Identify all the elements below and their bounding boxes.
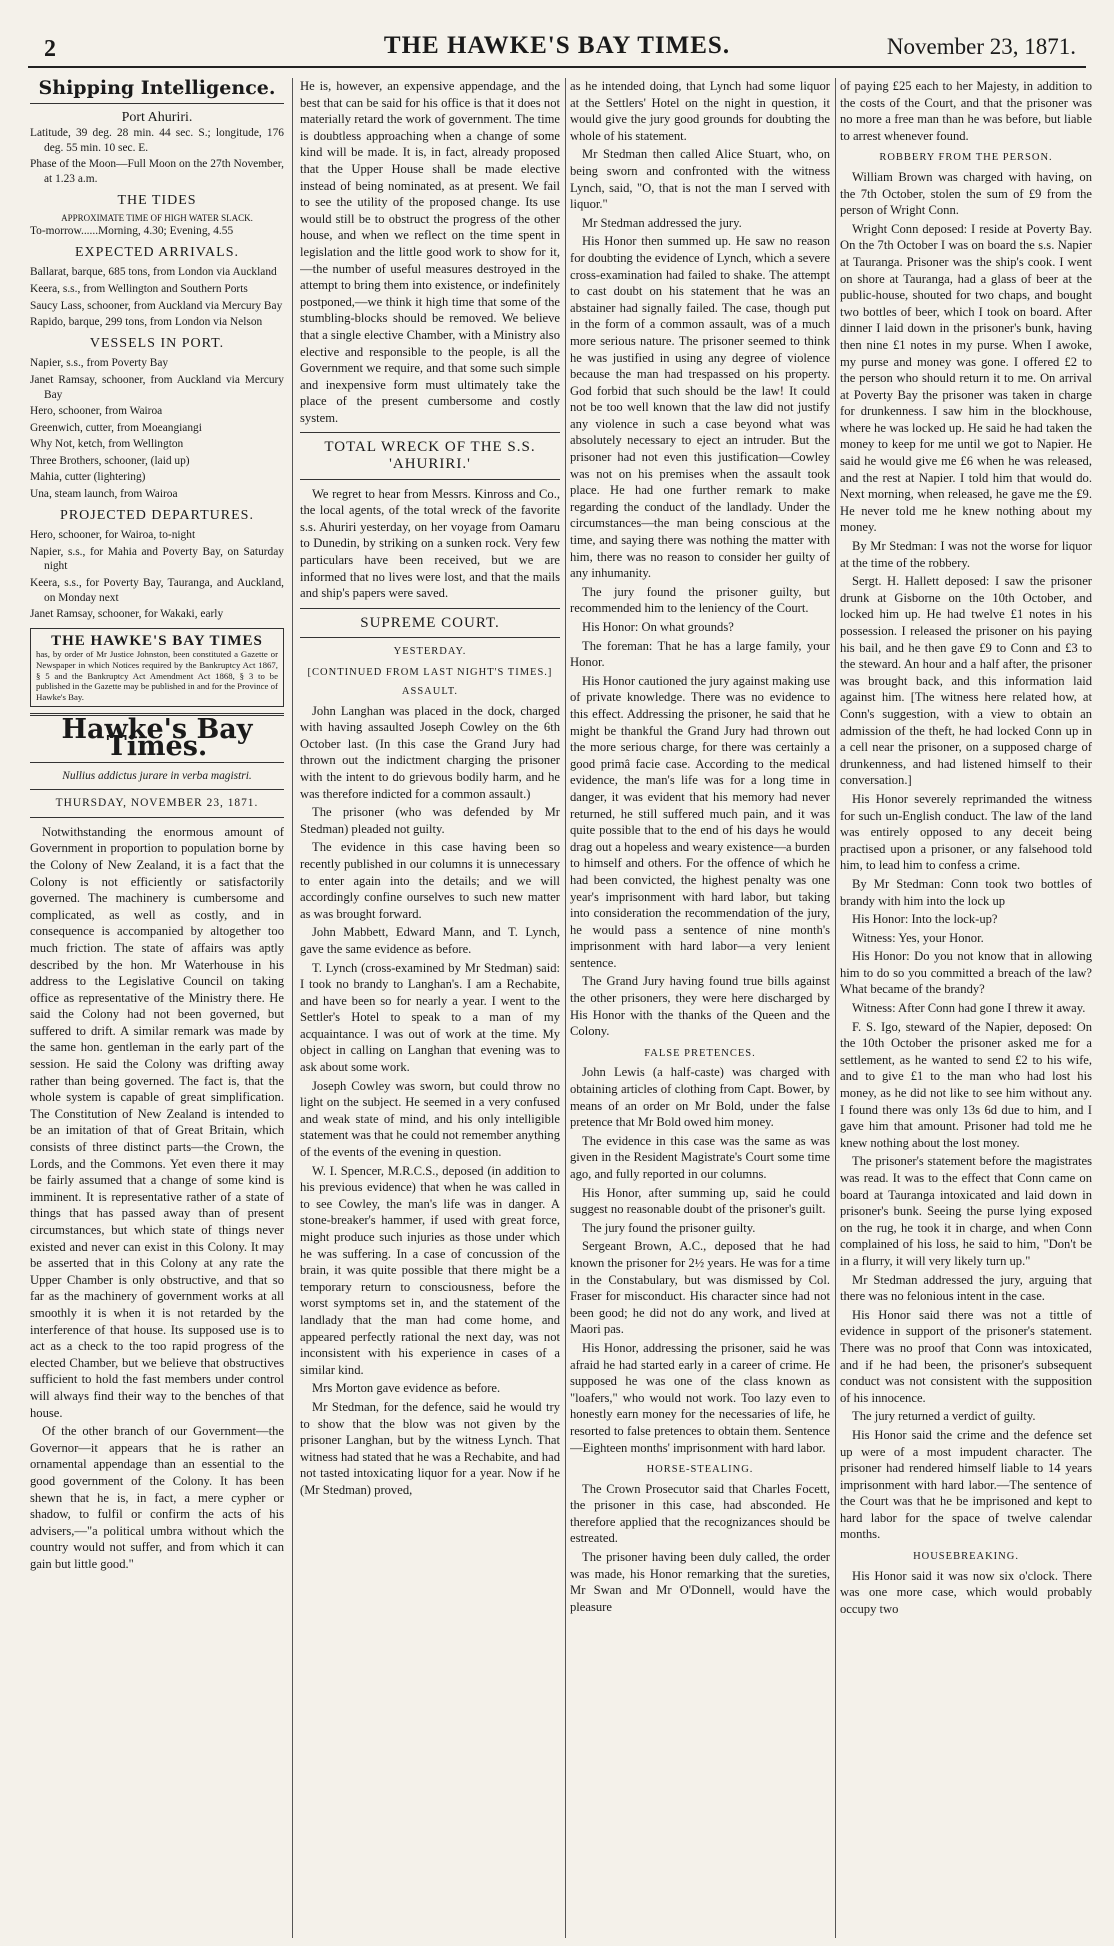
- article-paragraph: Mr Stedman addressed the jury.: [582, 215, 742, 230]
- yesterday-heading: YESTERDAY.: [393, 646, 467, 658]
- court-heading: SUPREME COURT.: [360, 614, 500, 631]
- list-item: Una, steam launch, from Wairoa: [30, 488, 178, 501]
- motto: Nullius addictus jurare in verba magistri.: [62, 769, 252, 782]
- latitude-text: Latitude, 39 deg. 28 min. 44 sec. S.; longitude, 176 deg. 55 min. 10 sec. E.: [30, 127, 284, 154]
- article-paragraph: His Honor said it was now six o'clock. There was one more case, which would probably occupy two: [840, 1568, 1092, 1616]
- article-paragraph: of paying £25 each to her Majesty, in addition to the costs of the Court, and that the prisoner was no more a free man than he was before, but liable to arrest whenever found.: [840, 79, 1092, 143]
- list-item: Janet Ramsay, schooner, from Auckland via Mercury Bay: [30, 373, 284, 401]
- article-paragraph: F. S. Igo, steward of the Napier, deposed: On the 10th October the prisoner asked me for a settlement, as he wanted to send £2 to his wife, and to give £1 to the man who had lost his money, as he did not like to see him without any. I found there was only 13s 6d due to him, and I gave him that amount. Prisoner had told me he knew nothing about the lost money.: [840, 1019, 1092, 1150]
- article-paragraph: Mr Stedman addressed the jury, arguing that there was no felonious intent in the case.: [840, 1272, 1092, 1304]
- article-paragraph: The evidence in this case having been so recently published in our columns it is unnecessary to enter again into the details; and we will accordingly confine ourselves to such new matter as was brought forward.: [300, 840, 560, 921]
- list-item: Keera, s.s., from Wellington and Southern Ports: [30, 282, 248, 295]
- gazette-notice-body: has, by order of Mr Justice Johnston, been constituted a Gazette or Newspaper in which Notices required by the Bankruptcy Act 1867, § 5 and the Bankruptcy Act Amendment Act 1868, § 3 to be published in the Gazette may be published in and for the Province of Hawke's Bay.: [36, 649, 278, 702]
- housebreaking-heading: HOUSEBREAKING.: [913, 1551, 1019, 1563]
- list-item: Janet Ramsay, schooner, for Wakaki, early: [30, 608, 224, 621]
- article-paragraph: Mrs Morton gave evidence as before.: [312, 1381, 501, 1396]
- article-paragraph: Mr Stedman, for the defence, said he would try to show that the blow was not given by the prisoner Langhan, but by the witness Lynch. That witness had stated that he was a Rechabite, and had not tasted intoxicating liquor for a year. Now if he (Mr Stedman) proved,: [300, 1399, 560, 1497]
- issue-date: November 23, 1871.: [886, 34, 1076, 59]
- list-item: Mahia, cutter (lightering): [30, 471, 146, 484]
- article-paragraph: His Honor: Do you not know that in allowing him to do so you committed a breach of the law? What became of the brandy?: [840, 949, 1092, 997]
- article-paragraph: We regret to hear from Messrs. Kinross and Co., the local agents, of the total wreck of the favorite s.s. Ahuriri yesterday, on her voyage from Oamaru to Dunedin, by striking on a sunken rock. Very few particulars have been received, but we are informed that no lives were lost, and that the mails and ship's papers were saved.: [300, 486, 560, 601]
- column-3: [570, 78, 830, 1938]
- expected-heading: EXPECTED ARRIVALS.: [75, 244, 239, 260]
- article-paragraph: His Honor severely reprimanded the witness for such un-English conduct. The law of the land was entirely opposed to any deceit being practised upon a prisoner, or any falsehood told him, to lead him to confess a crime.: [840, 791, 1092, 873]
- article-paragraph: His Honor said there was not a tittle of evidence in support of the prisoner's statement. There was no proof that Conn was intoxicated, and if he had been, the prisoner's subsequent conduct was not consistent with the supposition of his innocence.: [840, 1307, 1092, 1405]
- column-rule: [292, 78, 293, 1938]
- article-paragraph: The jury found the prisoner guilty.: [582, 1220, 756, 1235]
- article-paragraph: The jury found the prisoner guilty, but recommended him to the leniency of the Court.: [570, 584, 830, 616]
- article-paragraph: His Honor, addressing the prisoner, said he was afraid he had started early in a career of crime. He supposed he was one of the class known as "loafers," who would not work. Too lazy even to honestly earn money for the necessaries of life, he resorted to false pretences to obtain them. Sentence—Eighteen months' imprisonment with hard labor.: [570, 1340, 830, 1455]
- article-paragraph: The foreman: That he has a large family, your Honor.: [570, 638, 830, 670]
- tides-subheading: APPROXIMATE TIME OF HIGH WATER SLACK.: [61, 213, 253, 224]
- article-paragraph: Wright Conn deposed: I reside at Poverty Bay. On the 7th October I was on board the s.s. Napier at Tauranga. Prisoner was the ship's cook. I went on shore at Tauranga, had a glass of beer at the public-house, shouted for two chaps, and bought two bottles of beer, which I took on board. After dinner I laid down in the prisoner's bunk, having then nine £1 notes in my purse. When I awoke, my purse and money was gone. I offered £2 to the person who should return it to me. On arrival at Poverty Bay the prisoner was taken in charge for drunkenness. I saw him in the blockhouse, where he was locked up. He said he had taken the money to keep for me until we got to Napier. He said he would give me £6 when he was released, and the rest at Napier. I told him that would do. Next morning, when released, he gave me the £9. He never told me he knew nothing about my money.: [840, 221, 1092, 535]
- page-number: 2: [44, 36, 56, 62]
- column-rule: [835, 78, 836, 1938]
- editorial-paragraph: Of the other branch of our Government—the Governor—it appears that he is rather an ornamental appendage than an essential to the good government of the Colony. It has been shewn that he is, in fact, a mere cypher or shadow, to fulfil or confirm the acts of his advisers,—"a political umbra without which the country would not suffer, and from which it can gain but little good.": [30, 1424, 284, 1571]
- article-paragraph: W. I. Spencer, M.R.C.S., deposed (in addition to his previous evidence) that when he was called in to see Cowley, the man's life was in danger. A stone-breaker's hammer, if used with great force, might produce such injuries as those under which he was suffering. In a case of concussion of the brain, it was quite possible that there might be a temporary return to consciousness, before the worst symptoms set in, and the statement of the landlady that the man had come home, and appeared perfectly rational the next day, was not inconsistent with his experience in cases of a similar kind.: [300, 1163, 560, 1377]
- article-paragraph: Witness: After Conn had gone I threw it away.: [852, 1001, 1086, 1016]
- list-item: Napier, s.s., from Poverty Bay: [30, 357, 169, 370]
- shipping-heading: Shipping Intelligence.: [38, 78, 276, 99]
- editorial-paragraph: He is, however, an expensive appendage, and the best that can be said for his office is that it does not materially retard the work of government. The time is doubtless approaching when a change of some kind will be made. It is, in fact, already proposed that the Upper House shall be made elective instead of being nominated, as at present. We fail to see the utility of the proposed change. Its use would still be to obstruct the progress of the other house, and when we reflect on the time spent in legislation and the little good work to show for it,—the number of useful measures destroyed in the attempt to bring them into existence, or indefinitely postponed,—we think it high time that some of the stumbling-blocks should be removed. We believe that a single elective Chamber, with a Ministry also elective and responsible to the people, is all the Government we require, and that some such simple and inexpensive form must ultimately take the place of the present cumbersome and costly system.: [300, 79, 560, 425]
- column-1: [30, 78, 284, 1938]
- article-paragraph: His Honor: On what grounds?: [582, 620, 734, 634]
- article-paragraph: as he intended doing, that Lynch had some liquor at the Settlers' Hotel on the night in question, it would give the jury good grounds for doubting the whole of his statement.: [570, 79, 830, 143]
- gazette-notice-title: THE HAWKE'S BAY TIMES: [51, 632, 263, 649]
- newspaper-title: THE HAWKE'S BAY TIMES.: [383, 32, 731, 59]
- list-item: Ballarat, barque, 685 tons, from London via Auckland: [30, 266, 277, 279]
- list-item: Hero, schooner, for Wairoa, to-night: [30, 529, 196, 542]
- article-paragraph: Sergeant Brown, A.C., deposed that he had known the prisoner for 2½ years. He was for a time in the Constabulary, but was dismissed by Col. Fraser for misconduct. His character since had not been good; he did not do any work, and lived at Maori pas.: [570, 1239, 830, 1337]
- article-paragraph: The prisoner having been duly called, the order was made, his Honor remarking that the sureties, Mr Swan and Mr O'Donnell, would have the pleasure: [570, 1550, 830, 1614]
- paper-name: Hawke's Bay Times.: [61, 714, 253, 762]
- wreck-heading: TOTAL WRECK OF THE S.S. 'AHURIRI.': [324, 439, 536, 473]
- moon-phase: Phase of the Moon—Full Moon on the 27th November, at 1.23 a.m.: [30, 158, 284, 185]
- article-paragraph: John Langhan was placed in the dock, charged with having assaulted Joseph Cowley on the 6th October last. (In this case the Grand Jury had thrown out the indictment charging the prisoner with the intent to do grievous bodily harm, and he was therefore indicted for a common assault.): [300, 703, 560, 801]
- article-paragraph: The Grand Jury having found true bills against the other prisoners, they were here discharged by His Honor with the thanks of the Queen and the Colony.: [570, 974, 830, 1039]
- list-item: Napier, s.s., for Mahia and Poverty Bay, on Saturday night: [30, 545, 284, 573]
- article-paragraph: By Mr Stedman: I was not the worse for liquor at the time of the robbery.: [840, 539, 1092, 570]
- article-paragraph: His Honor, after summing up, said he could suggest no reasonable doubt of the prisoner's guilt.: [570, 1185, 830, 1217]
- departures-heading: PROJECTED DEPARTURES.: [60, 507, 254, 523]
- article-paragraph: Witness: Yes, your Honor.: [852, 930, 984, 945]
- article-paragraph: His Honor said the crime and the defence set up were of a most impudent character. The prisoner had rendered himself liable to 14 years imprisonment with hard labor.—The sentence of the Court was that he be imprisoned and kept to hard labor for the space of twelve calendar months.: [840, 1427, 1092, 1542]
- article-paragraph: Sergt. H. Hallett deposed: I saw the prisoner drunk at Gisborne on the 10th October, and locked him up. He had twelve £1 notes in his possession. I released the prisoner on his paying his bail, and he then gave £9 to Conn and £3 to the steward. An hour and a half after, the prisoner was brought back, and this information laid against him. [The witness here related how, at Conn's suggestion, with a view to obtain an admission of the theft, he had locked Conn up in a cell near the prisoner, on a supposed charge of drunkenness, and had listened himself to their conversation.]: [840, 574, 1092, 788]
- list-item: Three Brothers, schooner, (laid up): [30, 454, 190, 467]
- masthead: [28, 30, 1086, 68]
- list-item: Saucy Lass, schooner, from Auckland via Mercury Bay: [30, 299, 283, 312]
- editorial-paragraph: Notwithstanding the enormous amount of Government in proportion to population borne by the Colony of New Zealand, it is a fact that the Colony is not efficiently or satisfactorily governed. The machinery is cumbersome and complicated, as well as costly, and in consequence is accompanied by altogether too much friction. The state of affairs was aptly described by the hon. Mr Waterhouse in his address to the Legislative Council on taking office as representative of the Ministry there. He said the Colony had not been governed, but suffered to drift. A similar remark was made by the same hon. gentleman in the early part of the session. He said the Colony was drifting away rather than being governed. The fact is, that the whole system is capable of great simplification. The Constitution of New Zealand is intended to be an imitation of that of Great Britain, which consists of three distinct parts—the Crown, the Lords, and the Commons. Yet even there it may be fairly assumed that a change of some kind is imminent. It is representative rather of a state of things that has passed away than of present circumstances, but which state of things never existed and never can exist in this Colony. It may be asserted that in this Colony at any rate the Upper Chamber is only obstructive, and that so far as the machinery of government works at all smoothly it is when it is not retarded by the interference of that house. Its supposed use is to act as a check to the too rapid progress of the elected Chamber, but we believe that obstructives sufficient to hold the fast members under control will always find their way to the benches of that house.: [30, 824, 284, 1420]
- article-paragraph: His Honor cautioned the jury against making use of private knowledge. There was no evidence to this effect. Addressing the prisoner, he said that he might be thankful the Grand Jury had thrown out the more serious charge, for there was certainly a good primâ facie case. According to the medical evidence, the man's life was for a long time in danger, it was evident that his memory had never returned, he still suffered much pain, and it was quite possible that to the end of his days he would drag out a hopeless and weary existence—a burden to himself and others. For the offence of which he had been convicted, the highest penalty was one year's imprisonment with hard labor, but taking into consideration the recommendation of the jury, he would pass a sentence of nine month's imprisonment with hard labor—a very lenient sentence.: [570, 673, 830, 970]
- list-item: Rapido, barque, 299 tons, from London via Nelson: [30, 316, 263, 329]
- port-name: Port Ahuriri.: [121, 109, 193, 125]
- article-paragraph: The jury returned a verdict of guilty.: [852, 1409, 1036, 1424]
- list-item: Why Not, ketch, from Wellington: [30, 438, 184, 451]
- false-pretences-heading: FALSE PRETENCES.: [644, 1047, 756, 1059]
- article-paragraph: T. Lynch (cross-examined by Mr Stedman) said: I took no brandy to Langhan's. I am a Rechabite, and have been so for nearly a year. I went to the Settler's Hotel to speak to a man of my acquaintance. I was out of work at the time. My object in calling on Langhan that evening was to ask about some work.: [300, 960, 560, 1075]
- list-item: Greenwich, cutter, from Moeangiangi: [30, 421, 202, 434]
- list-item: Keera, s.s., for Poverty Bay, Tauranga, and Auckland, on Monday next: [30, 577, 284, 604]
- gazette-notice: [30, 628, 284, 708]
- article-paragraph: William Brown was charged with having, on the 7th October, stolen the sum of £9 from the person of Wright Conn.: [840, 169, 1092, 218]
- tides-times: To-morrow......Morning, 4.30; Evening, 4.55: [30, 225, 234, 238]
- dateline: THURSDAY, NOVEMBER 23, 1871.: [55, 797, 259, 810]
- vessels-heading: VESSELS IN PORT.: [89, 335, 225, 351]
- article-paragraph: John Mabbett, Edward Mann, and T. Lynch, gave the same evidence as before.: [300, 925, 560, 956]
- article-paragraph: His Honor: Into the lock-up?: [852, 912, 998, 927]
- continued-note: [CONTINUED FROM LAST NIGHT'S TIMES.]: [307, 667, 553, 678]
- column-2: [300, 78, 560, 1938]
- robbery-heading: ROBBERY FROM THE PERSON.: [879, 152, 1053, 164]
- article-paragraph: His Honor then summed up. He saw no reason for doubting the evidence of Lynch, which a severe cross-examination had failed to shake. The attempt to cast doubt on his statement that he was an abstainer had signally failed. The case, though put in the form of a common assault, was of a much more serious nature. The prisoner seemed to think he was justified in using any degree of violence because the man had trespassed on his property. God forbid that such should be the law! It could not be too well known that the law did not justify any violence in such a case beyond what was absolutely necessary to eject an intruder. But the prisoner had not even this justification—Cowley was not on his premises when the assault took place. He had one further remark to make regarding the conduct of the landlady. Under the circumstances—the man being conscious at the time, and saying there was nothing the matter with him, there was no reason to consider her guilty of any inhumanity.: [570, 234, 830, 581]
- article-paragraph: The prisoner (who was defended by Mr Stedman) pleaded not guilty.: [300, 805, 560, 836]
- article-paragraph: By Mr Stedman: Conn took two bottles of brandy with him into the lock up: [840, 876, 1092, 908]
- column-4: [840, 78, 1092, 1938]
- article-paragraph: John Lewis (a half-caste) was charged with obtaining articles of clothing from Capt. Bower, by means of an order on Mr Bold, under the false pretence that Mr Bold owed him money.: [570, 1065, 830, 1130]
- horse-stealing-heading: HORSE-STEALING.: [646, 1464, 754, 1476]
- assault-heading: ASSAULT.: [401, 686, 459, 697]
- article-paragraph: The prisoner's statement before the magistrates was read. It was to the effect that Conn came on board at Tauranga intoxicated and laid down in prisoner's bunk. Seeing the purse lying exposed on the rug, he took it in charge, and when Conn complained of his loss, he said to him, "Don't be in a flurry, it will very likely turn up.": [840, 1154, 1092, 1268]
- list-item: Hero, schooner, from Wairoa: [30, 405, 163, 418]
- article-paragraph: The evidence in this case was the same as was given in the Resident Magistrate's Court some time ago, and fully reported in our columns.: [570, 1133, 830, 1181]
- tides-heading: THE TIDES: [117, 192, 197, 208]
- column-rule: [565, 78, 566, 1938]
- article-paragraph: The Crown Prosecutor said that Charles Focett, the prisoner in this case, had absconded. He therefore applied that the recognizances should be estreated.: [570, 1481, 830, 1546]
- article-paragraph: Mr Stedman then called Alice Stuart, who, on being sworn and confronted with the witness Lynch, said, "O, that is not the man I served with liquor.": [570, 147, 830, 212]
- article-paragraph: Joseph Cowley was sworn, but could throw no light on the subject. He seemed in a very confused and weak state of mind, and his only intelligible statement was that he could not remember anything of the events of the evening in question.: [300, 1078, 560, 1160]
